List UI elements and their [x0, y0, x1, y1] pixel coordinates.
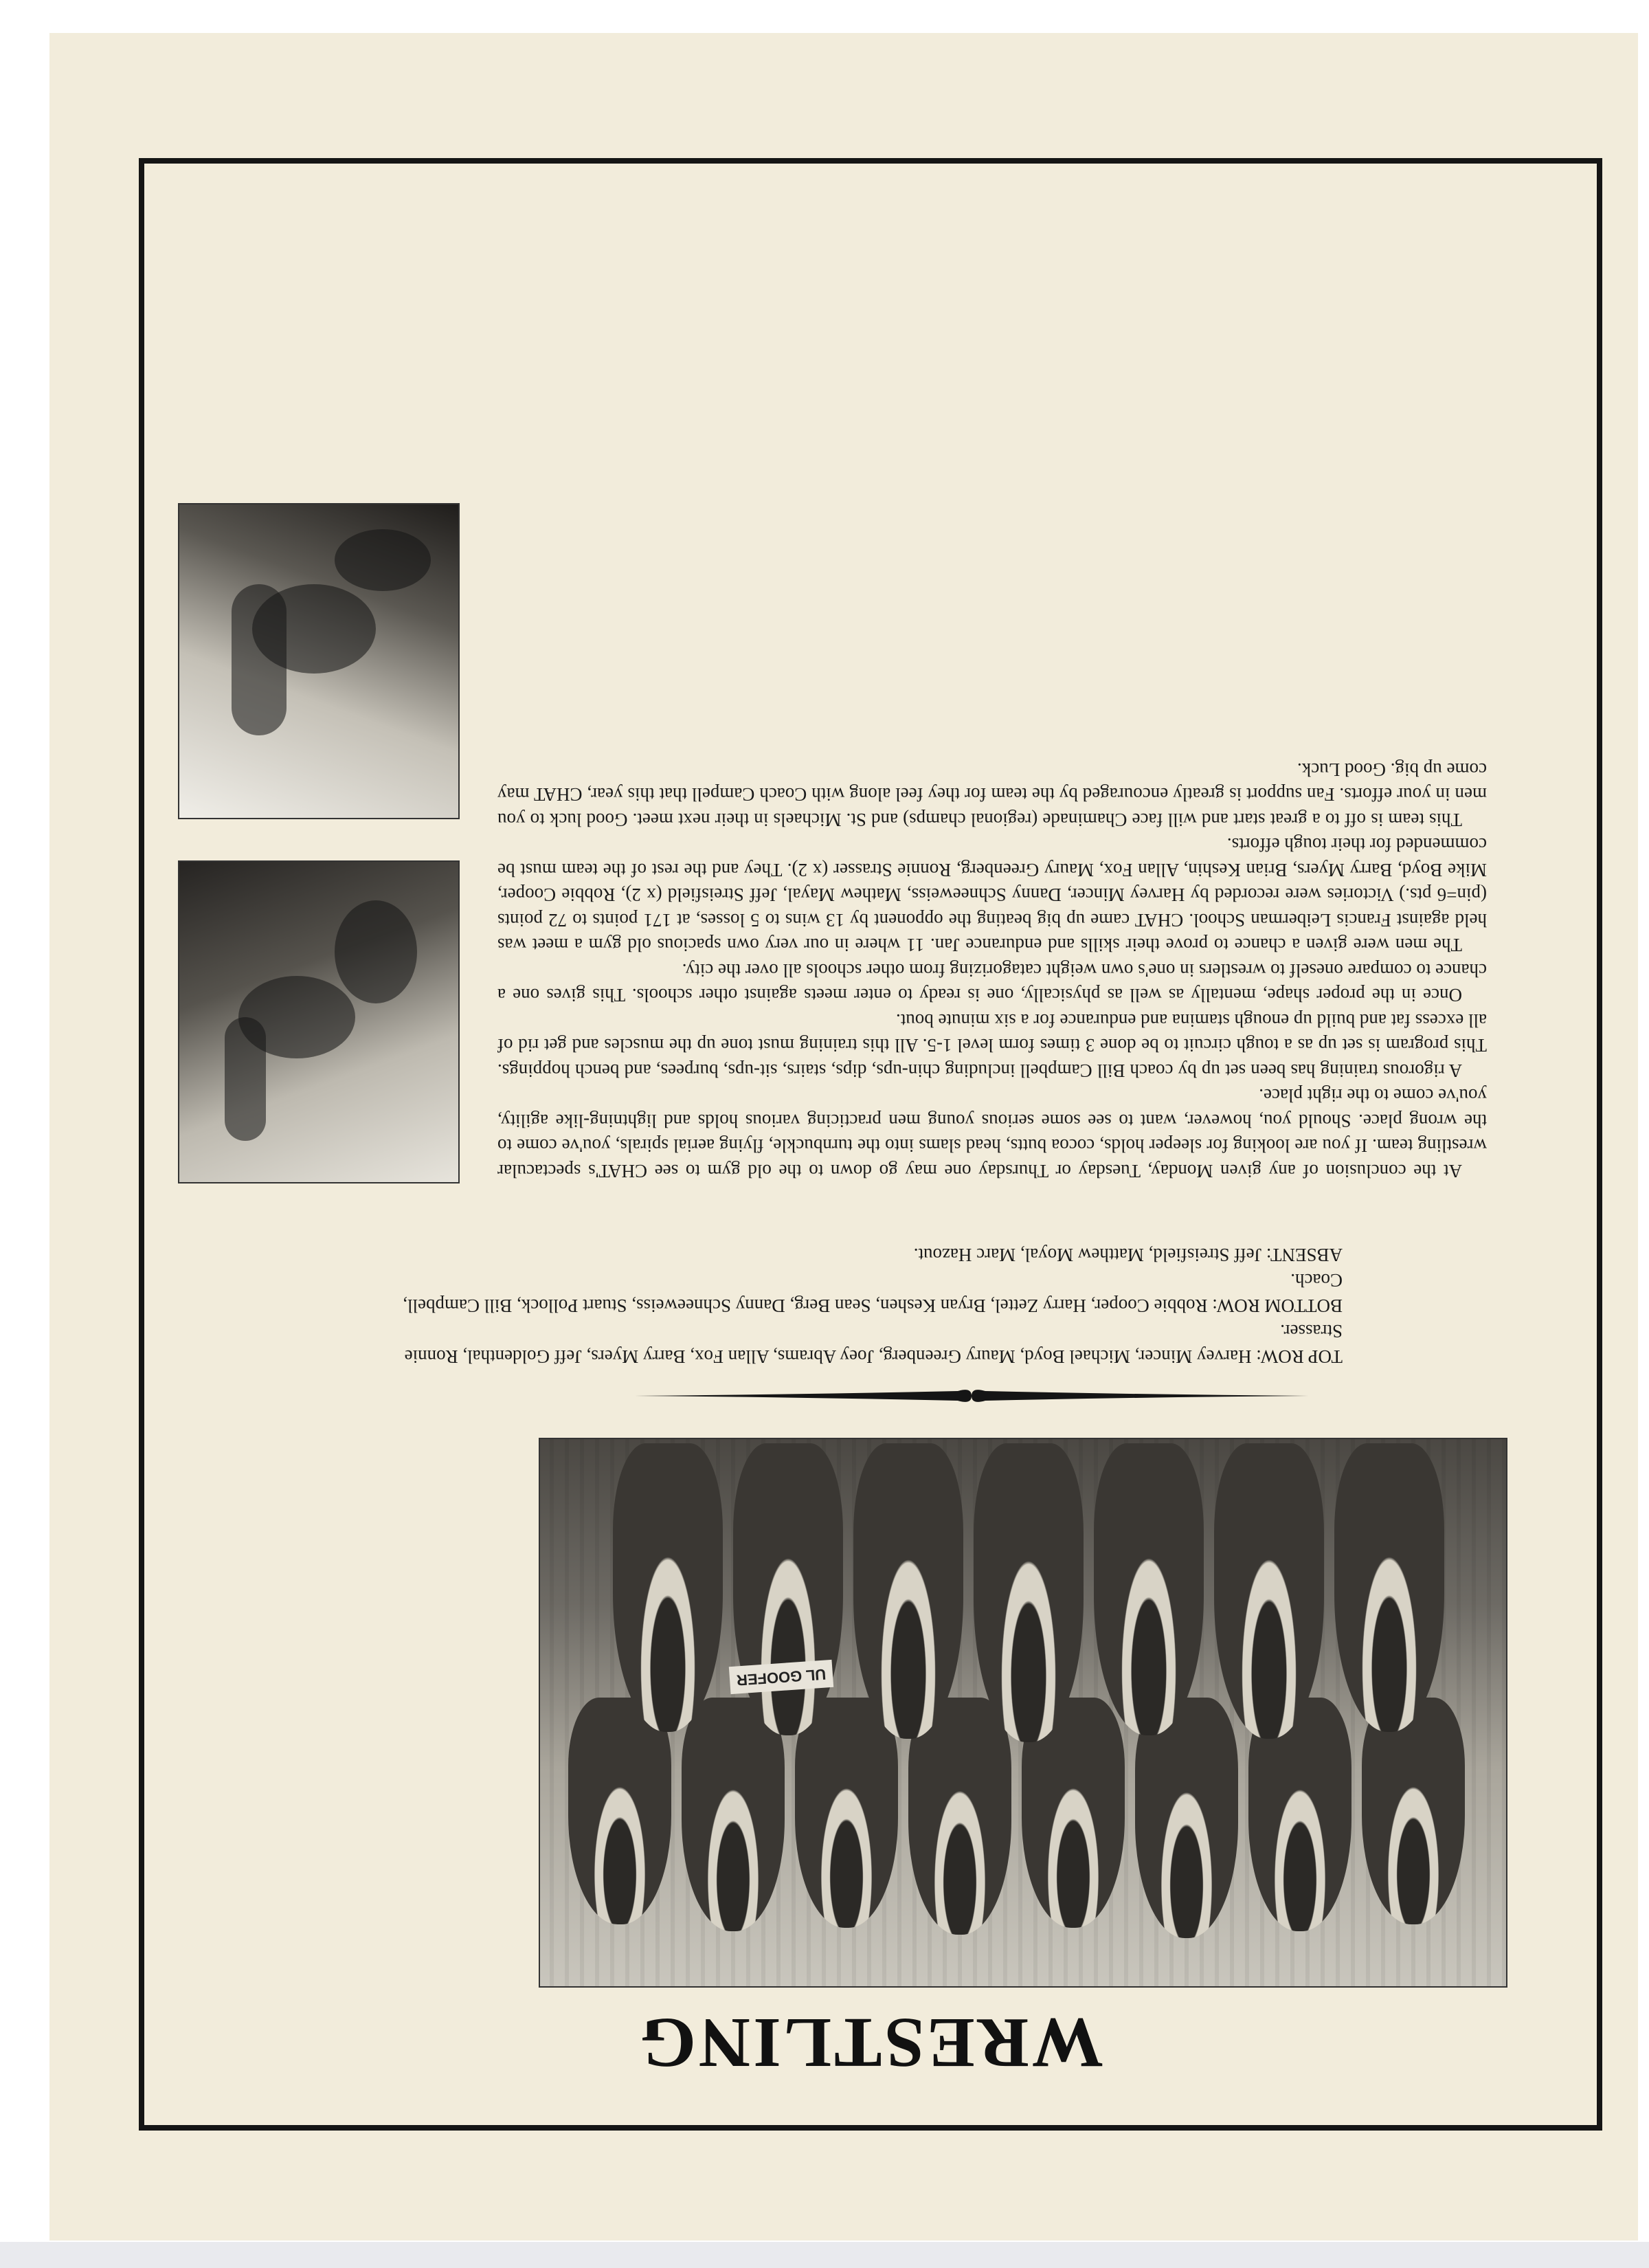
article-paragraph: At the conclusion of any given Monday, Tuesday or Thursday one may go down to the old gym to see CHAT's spectacular wrestling team. If you are looking for sleeper holds, cocoa butts, head slams into the turnbuckle, flying aerial spirals, you've come to the wrong place. Should you, however, want to see some serious young men practicing various holds and lightning-like agility, you've come to the right place. — [497, 1085, 1487, 1181]
wrestling-action-photo-2 — [178, 503, 460, 819]
caption-absent: ABSENT: Jeff Streisfield, Matthew Moyal, Marc Hazout. — [913, 1245, 1343, 1265]
team-member-figure — [1362, 1698, 1465, 1924]
team-group-photo — [539, 1438, 1507, 1988]
article-paragraph: Once in the proper shape, mentally as well as physically, one is ready to enter meets against other schools. This gives one a chance to compare oneself to wrestlers in one's own weight catagorizing from other schools all over the city. — [497, 960, 1487, 1006]
wrestler-shape — [335, 529, 431, 591]
referee-shape — [225, 1017, 266, 1141]
team-member-figure — [568, 1698, 671, 1924]
upside-down-content — [144, 164, 1597, 2125]
caption-bottom-row: BOTTOM ROW: Robbie Cooper, Harry Zettel, Bryan Keshen, Sean Berg, Danny Schneeweiss, Stuart Pollock, Bill Campbell, Coach. — [403, 1270, 1343, 1316]
article-paragraph: This team is off to a great start and will face Chaminade (regional champs) and St. Michaels in their next meet. Good luck to you men in your efforts. Fan support is greatly encouraged by the team for they feel along with Coach Campell that this year, CHAT may come up big. Good Luck. — [497, 759, 1487, 830]
page-title: WRESTLING — [638, 2003, 1103, 2082]
wrestling-action-photo-1 — [178, 860, 460, 1183]
article-body — [497, 757, 1487, 1184]
referee-shape — [232, 584, 287, 735]
team-member-figure — [1094, 1443, 1204, 1735]
team-member-figure — [974, 1443, 1084, 1742]
article-paragraph: A rigorous training has been set up by coach Bill Campbell including chin-ups, dips, stairs, sit-ups, burpees, and bench hoppings. This program is set up as a tough circuit to be done 3 times form level 1-5. All this training must tone up the muscles and get rid of all excess fat and build up enough stamina and endurance for a six minute bout. — [497, 1010, 1487, 1081]
team-member-figure — [613, 1443, 723, 1732]
team-member-figure — [795, 1698, 898, 1928]
page-border — [139, 158, 1602, 2131]
wrestler-shape — [335, 900, 417, 1003]
caption-top-row: TOP ROW: Harvey Mincer, Michael Boyd, Maury Greenberg, Joey Abrams, Allan Fox, Barry Myers, Jeff Goldenthal, Ronnie Strasser. — [404, 1321, 1343, 1367]
article-paragraph: The men were given a chance to prove their skills and endurance Jan. 11 where in our very own spacious old gym a meet was held against Francis Leiberman School. CHAT came up big beating the opponent by 13 wins to 5 losses, at 171 points to 72 points (pin=6 pts.) Victories were recorded by Harvey Mincer, Danny Schneeweiss, Mathew Mayal, Jeff Streisfield (x 2), Robbie Cooper, Mike Boyd, Barry Myers, Brian Keshin, Allan Fox, Maury Greenberg, Ronnie Strasser (x 2). They and the rest of the team must be commended for their tough efforts. — [497, 834, 1487, 956]
team-member-figure — [682, 1698, 785, 1931]
team-member-figure — [1334, 1443, 1444, 1732]
ornamental-divider — [635, 1387, 1308, 1405]
team-member-figure — [853, 1443, 963, 1739]
photo-caption — [381, 1242, 1343, 1369]
shirt-print: UL GOOFER — [729, 1660, 833, 1694]
scanner-bed-strip — [0, 2242, 1649, 2268]
team-member-figure — [1214, 1443, 1324, 1739]
